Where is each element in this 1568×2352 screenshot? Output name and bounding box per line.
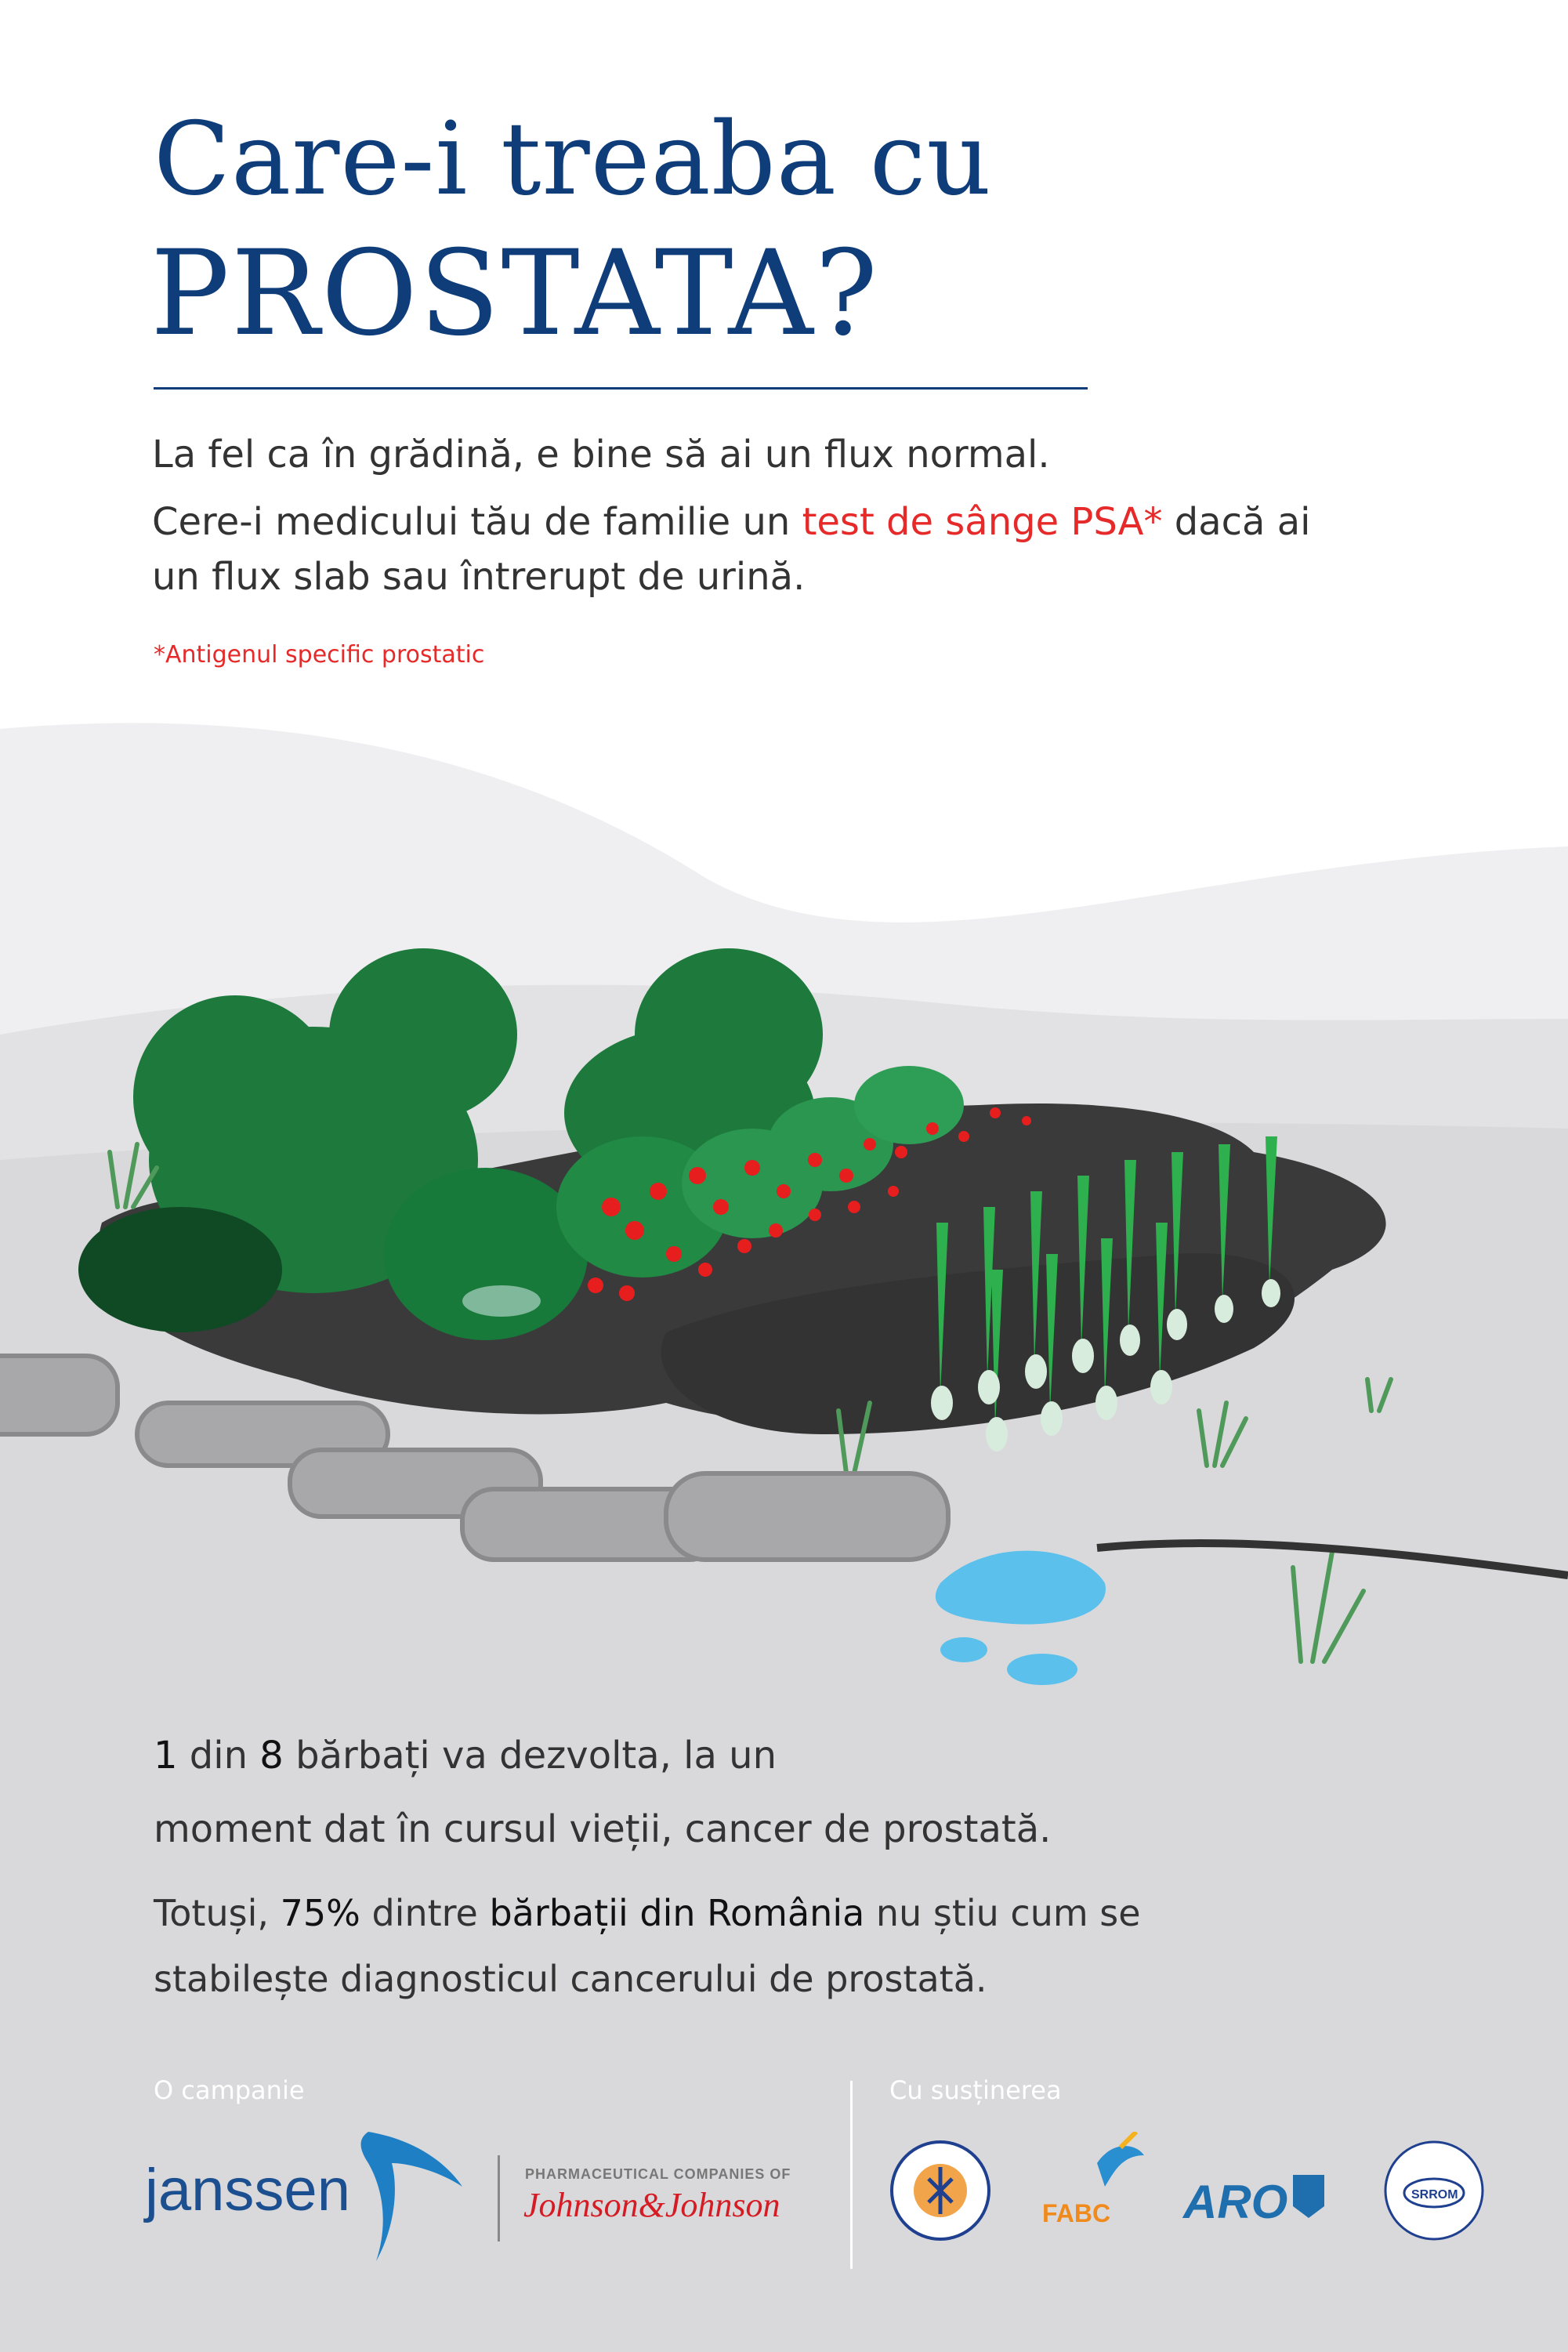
janssen-jnj-logo xyxy=(141,2116,831,2265)
soil-beds xyxy=(98,1104,1385,1434)
intro-line-1: La fel ca în grădină, e bine să ai un flux normal. xyxy=(152,433,1050,477)
aro-wordmark: ARO xyxy=(1183,2176,1288,2228)
stat-din: din xyxy=(177,1734,260,1778)
srrom-logo xyxy=(1385,2142,1483,2239)
psa-test-highlight: test de sânge PSA* xyxy=(802,500,1163,544)
stat-eight: 8 xyxy=(259,1734,284,1778)
intro-line-2-start: Cere-i medicului tău de familie un xyxy=(152,500,802,544)
intro-line-2-end: dacă ai xyxy=(1162,500,1311,544)
stat-line-3 xyxy=(154,1892,1141,1934)
intro-line-3: un flux slab sau întrerupt de urină. xyxy=(152,555,806,599)
fabc-logo xyxy=(1042,2132,1144,2227)
stepping-stones xyxy=(0,1356,948,1560)
fabc-wordmark: FABC xyxy=(1042,2199,1111,2227)
background-hill-light xyxy=(0,723,1568,2352)
bushes xyxy=(78,948,964,1340)
intro-line-2 xyxy=(152,500,1311,544)
tomatoes xyxy=(588,1107,1031,1301)
stat-line-3-start: Totuși, xyxy=(154,1892,281,1934)
aro-logo xyxy=(1182,2175,1324,2228)
garden-hose xyxy=(1097,1543,1568,1575)
support-label: Cu susținerea xyxy=(889,2075,1062,2105)
stat-men-romania: bărbații din România xyxy=(489,1892,865,1934)
page-title-line-2: PROSTATA? xyxy=(150,226,880,362)
leek-rows xyxy=(931,1136,1280,1451)
stat-line-4: stabilește diagnosticul cancerului de prostată. xyxy=(154,1958,987,2000)
stat-line-1-rest: bărbați va dezvolta, la un xyxy=(283,1734,777,1778)
page-title-line-1: Care-i treaba cu xyxy=(154,101,992,218)
stat-percent: 75% xyxy=(280,1892,360,1934)
stat-line-2: moment dat în cursul vieții, cancer de prostată. xyxy=(154,1807,1052,1851)
stat-line-1 xyxy=(154,1734,777,1778)
grass-tufts xyxy=(110,1144,1391,1662)
water-puddle xyxy=(936,1551,1106,1685)
logo-separator xyxy=(498,2155,500,2241)
oncology-society-logo xyxy=(892,2142,989,2239)
partner-logos xyxy=(885,2132,1512,2249)
janssen-wordmark: janssen xyxy=(145,2157,350,2223)
title-divider xyxy=(154,387,1088,390)
psa-footnote: *Antigenul specific prostatic xyxy=(154,641,485,669)
stat-line-3-mid: dintre xyxy=(360,1892,490,1934)
campaign-label: O campanie xyxy=(154,2075,305,2105)
janssen-swoosh-icon xyxy=(361,2132,462,2261)
stat-line-3-end: nu știu cum se xyxy=(864,1892,1141,1934)
jnj-wordmark: Johnson&Johnson xyxy=(523,2186,780,2224)
jnj-caption: PHARMACEUTICAL COMPANIES OF xyxy=(525,2166,791,2182)
footer-divider xyxy=(850,2081,853,2269)
stat-one: 1 xyxy=(154,1734,178,1778)
srrom-wordmark: SRROM xyxy=(1411,2188,1458,2202)
